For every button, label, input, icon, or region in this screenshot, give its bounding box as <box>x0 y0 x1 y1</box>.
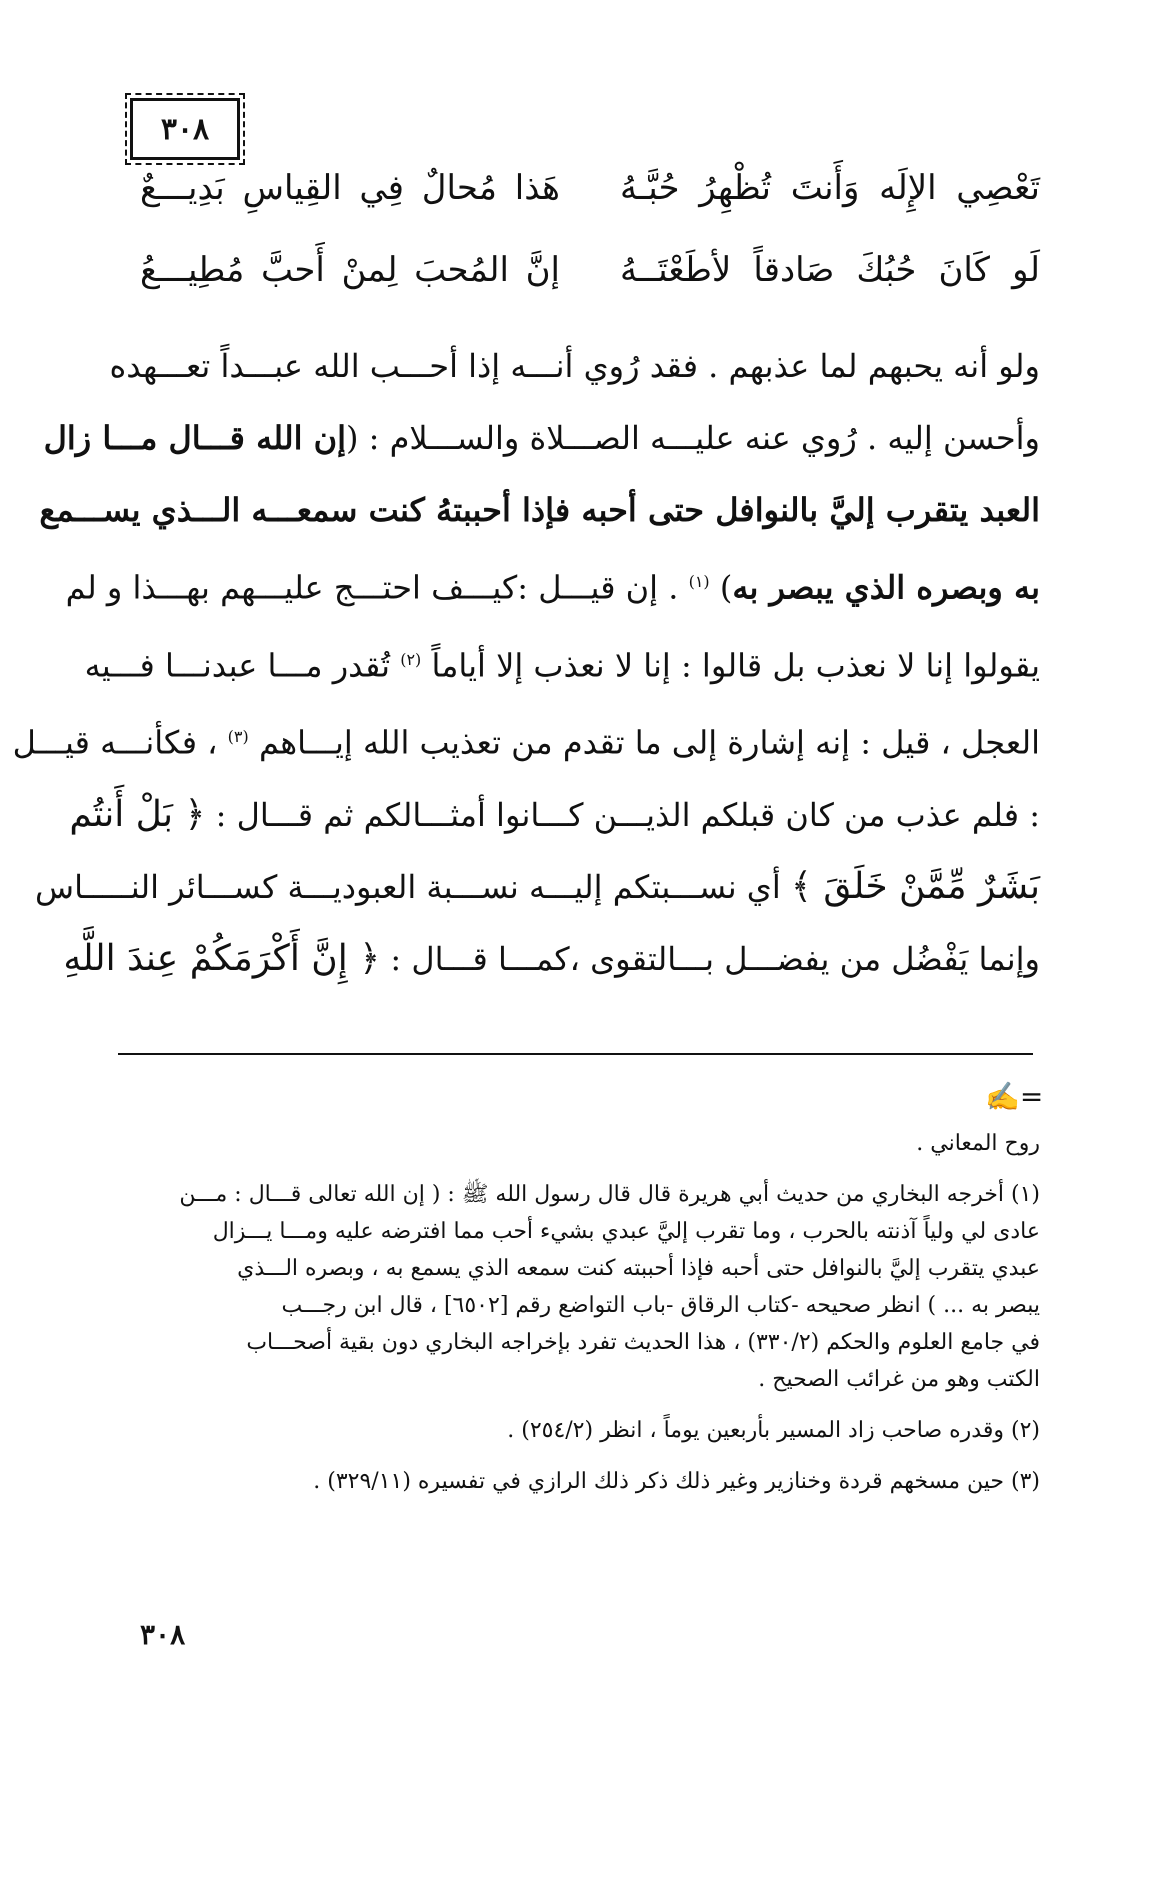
body-line <box>84 624 1040 702</box>
body-text-span: : فلم عذب من كان قبلكم الذيـــن كـــانوا أمثـــالكم ثم قـــال : <box>205 795 1040 834</box>
body-text-span: ) <box>709 568 733 607</box>
footnote-1-line: يبصر به ... ) انظر صحيحه -كتاب الرقاق -باب التواضع رقم [٦٥٠٢] ، قال ابن رجـــب <box>281 1293 1040 1318</box>
quran-verse: بَشَرٌ مِّمَّنْ خَلَقَ ﴾ <box>790 865 1040 907</box>
verse-1-first-hemistich: تَعْصِي الإِلَه وَأَنتَ تُظْهِرُ حُبَّـهُ <box>620 168 1040 208</box>
verse-1-second-hemistich: هَذا مُحالٌ فِي القِياسِ بَدِيـــعٌ <box>140 168 560 208</box>
body-line <box>109 330 1040 402</box>
footnote-1-line: عبدي يتقرب إليَّ بالنوافل حتى أحبه فإذا أحببته كنت سمعه الذي يسمع به ، وبصره الـــذي <box>237 1256 1040 1281</box>
page-number-box-text: ٣٠٨ <box>160 111 210 147</box>
body-text-span: وأحسن إليه . رُوي عنه عليـــه الصـــلاة والســـلام : ( <box>346 419 1040 457</box>
footnote-marker-2: (٢) <box>400 649 422 669</box>
hadith-text: به وبصره الذي يبصر به <box>732 568 1040 607</box>
main-text <box>12 330 1040 995</box>
body-text-span: ولو أنه يحبهم لما عذبهم . فقد رُوي أنـــه إذا أحـــب الله عبـــداً تعـــهده <box>109 347 1040 385</box>
footnote-1-line: (١) أخرجه البخاري من حديث أبي هريرة قال قال رسول الله ﷺ : ( إن الله تعالى قـــال : مـــن <box>179 1182 1040 1207</box>
body-line <box>35 851 1040 923</box>
verse-2-second-hemistich: إنَّ المُحبَ لِمنْ أَحبَّ مُطِيـــعُ <box>140 250 560 290</box>
hadith-text: إن الله قـــال مـــا زال <box>43 419 346 457</box>
footnote-1-line: في جامع العلوم والحكم (٣٣٠/٢) ، هذا الحديث تفرد بإخراجه البخاري دون بقية أصحـــاب <box>246 1330 1040 1355</box>
continuation-sign: = <box>1019 1080 1044 1113</box>
body-line <box>65 546 1040 624</box>
quran-verse: ﴿ إِنَّ أَكْرَمَكُمْ عِندَ اللَّهِ <box>63 937 381 979</box>
page-number-box <box>130 98 240 160</box>
pen-icon: ✍ <box>985 1080 1020 1113</box>
footnote-marker-3: (٣) <box>227 727 249 747</box>
body-text-span: وإنما يَفْضُل من يفضـــل بـــالتقوى ،كمـــا قـــال : <box>380 939 1040 978</box>
body-text-span: . إن قيـــل :كيـــف احتـــج عليـــهم بهـــذا و لم <box>65 568 689 607</box>
body-line <box>63 923 1040 995</box>
body-text-span: يقولوا إنا لا نعذب بل قالوا : إنا لا نعذب إلا أياماً <box>421 646 1040 685</box>
body-text-span: تُقدر مـــا عبدنـــا فـــيه <box>84 646 401 685</box>
hadith-text: العبد يتقرب إليَّ بالنوافل حتى أحبه فإذا أحببتهُ كنت سمعـــه الـــذي يســـمع <box>39 491 1040 529</box>
verse-2-first-hemistich: لَو كَانَ حُبُكَ صَادقاً لأطَعْتَــهُ <box>620 250 1040 290</box>
footnote-divider <box>118 1053 1033 1055</box>
body-line <box>69 779 1040 851</box>
poem-verse-2 <box>140 250 1040 290</box>
poem-verse-1 <box>140 168 1040 208</box>
footnote-1-line: الكتب وهو من غرائب الصحيح . <box>758 1367 1040 1392</box>
body-line <box>12 701 1040 779</box>
footnote-carry-over: روح المعاني . <box>916 1131 1040 1156</box>
body-line <box>39 474 1040 546</box>
footnote-1-line: عادى لي ولياً آذنته بالحرب ، وما تقرب إليَّ عبدي بشيء أحب مما افترضه عليه ومـــا يـــزال <box>212 1219 1040 1244</box>
footnote-3: (٣) حين مسخهم قردة وخنازير وغير ذلك ذكر ذلك الرازي في تفسيره (٣٢٩/١١) . <box>313 1469 1040 1494</box>
body-text-span: العجل ، قيل : إنه إشارة إلى ما تقدم من تعذيب الله إيـــاهم <box>248 723 1040 762</box>
body-line <box>43 402 1040 474</box>
footnote-marker-1: (١) <box>688 572 710 591</box>
footer-page-number: ٣٠٨ <box>140 1618 186 1651</box>
body-text-span: أي نســـبتكم إليـــه نســـبة العبوديـــة كســـائر النـــــاس <box>35 867 791 906</box>
footnotes <box>150 1125 1040 1500</box>
body-text-span: ، فكأنـــه قيـــل <box>12 723 228 762</box>
continuation-mark <box>985 1080 1043 1113</box>
quran-verse: ﴿ بَلْ أَنتُم <box>69 793 206 835</box>
footnote-2: (٢) وقدره صاحب زاد المسير بأربعين يوماً ، انظر (٢٥٤/٢) . <box>507 1418 1040 1443</box>
